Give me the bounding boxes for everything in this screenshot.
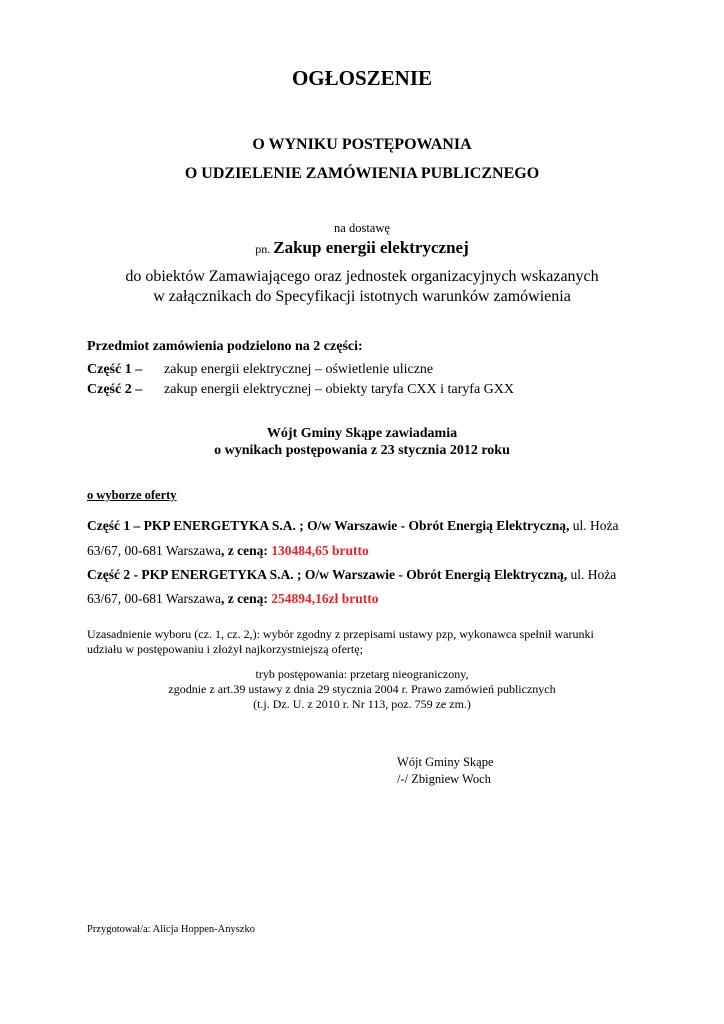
order-description-line-1: do obiektów Zamawiającego oraz jednostek organizacyjnych wskazanych <box>125 268 599 285</box>
part-text: zakup energii elektrycznej – oświetlenie uliczne <box>164 362 434 377</box>
justification-line-1: Uzasadnienie wyboru (cz. 1, cz. 2,): wybór zgodny z przepisami ustawy pzp, wykonawca spełnił warunki <box>87 627 594 641</box>
parts-heading: Przedmiot zamówienia podzielono na 2 części: <box>87 339 363 354</box>
offer-2-line-1 <box>87 567 616 583</box>
offer-price-label: , z ceną: <box>221 543 268 558</box>
justification-line-2: udziału w postępowaniu i złożył najkorzystniejszą ofertę; <box>87 642 363 656</box>
announcement-line-1: Wójt Gminy Skąpe zawiadamia <box>266 426 458 441</box>
part-row-2 <box>87 382 514 398</box>
offer-lead: Część 1 – PKP ENERGETYKA S.A. ; O/w Warszawie - Obrót Energią Elektryczną, <box>87 518 570 533</box>
prepared-by-footer: Przygotował/a: Alicja Hoppen-Anyszko <box>87 924 255 935</box>
offer-address: ul. Hoża <box>569 518 619 533</box>
selection-heading: o wyborze oferty <box>87 488 177 502</box>
signature-name: /-/ Zbigniew Woch <box>397 772 491 786</box>
subtitle-line-1: O WYNIKU POSTĘPOWANIA <box>252 136 472 153</box>
offer-address: ul. Hoża <box>567 567 617 582</box>
order-name: Zakup energii elektrycznej <box>273 238 469 257</box>
offer-lead: Część 2 - PKP ENERGETYKA S.A. ; O/w Warszawie - Obrót Energią Elektryczną, <box>87 567 568 582</box>
part-row-1 <box>87 362 433 378</box>
offer-2-line-2 <box>87 591 379 607</box>
offer-address-cont: 63/67, 00-681 Warszawa <box>87 591 222 606</box>
offer-price-label: , z ceną: <box>221 591 268 606</box>
offer-1-line-1 <box>87 518 618 534</box>
offer-1-line-2 <box>87 543 369 559</box>
procedure-line-3: (t.j. Dz. U. z 2010 r. Nr 113, poz. 759 ze zm.) <box>253 697 471 711</box>
procedure-line-2: zgodnie z art.39 ustawy z dnia 29 stycznia 2004 r. Prawo zamówień publicznych <box>168 682 556 696</box>
offer-address-cont: 63/67, 00-681 Warszawa <box>87 543 222 558</box>
order-description-line-2: w załącznikach do Specyfikacji istotnych warunków zamówienia <box>153 288 571 305</box>
part-label: Część 1 – <box>87 362 143 377</box>
signature-title: Wójt Gminy Skąpe <box>397 755 494 769</box>
offer-price: 254894,16zł brutto <box>267 591 379 606</box>
offer-price: 130484,65 brutto <box>267 543 369 558</box>
announcement-line-2: o wynikach postępowania z 23 stycznia 2012 roku <box>214 443 510 458</box>
subtitle-line-2: O UDZIELENIE ZAMÓWIENIA PUBLICZNEGO <box>184 165 540 182</box>
order-name-line <box>0 238 724 258</box>
part-label: Część 2 – <box>87 382 143 397</box>
procedure-line-1: tryb postępowania: przetarg nieograniczony, <box>255 667 469 681</box>
page-title: OGŁOSZENIE <box>291 66 433 90</box>
na-dostawe-text: na dostawę <box>334 221 390 235</box>
pn-prefix: pn. <box>255 242 274 256</box>
part-text: zakup energii elektrycznej – obiekty taryfa CXX i taryfa GXX <box>164 382 514 397</box>
